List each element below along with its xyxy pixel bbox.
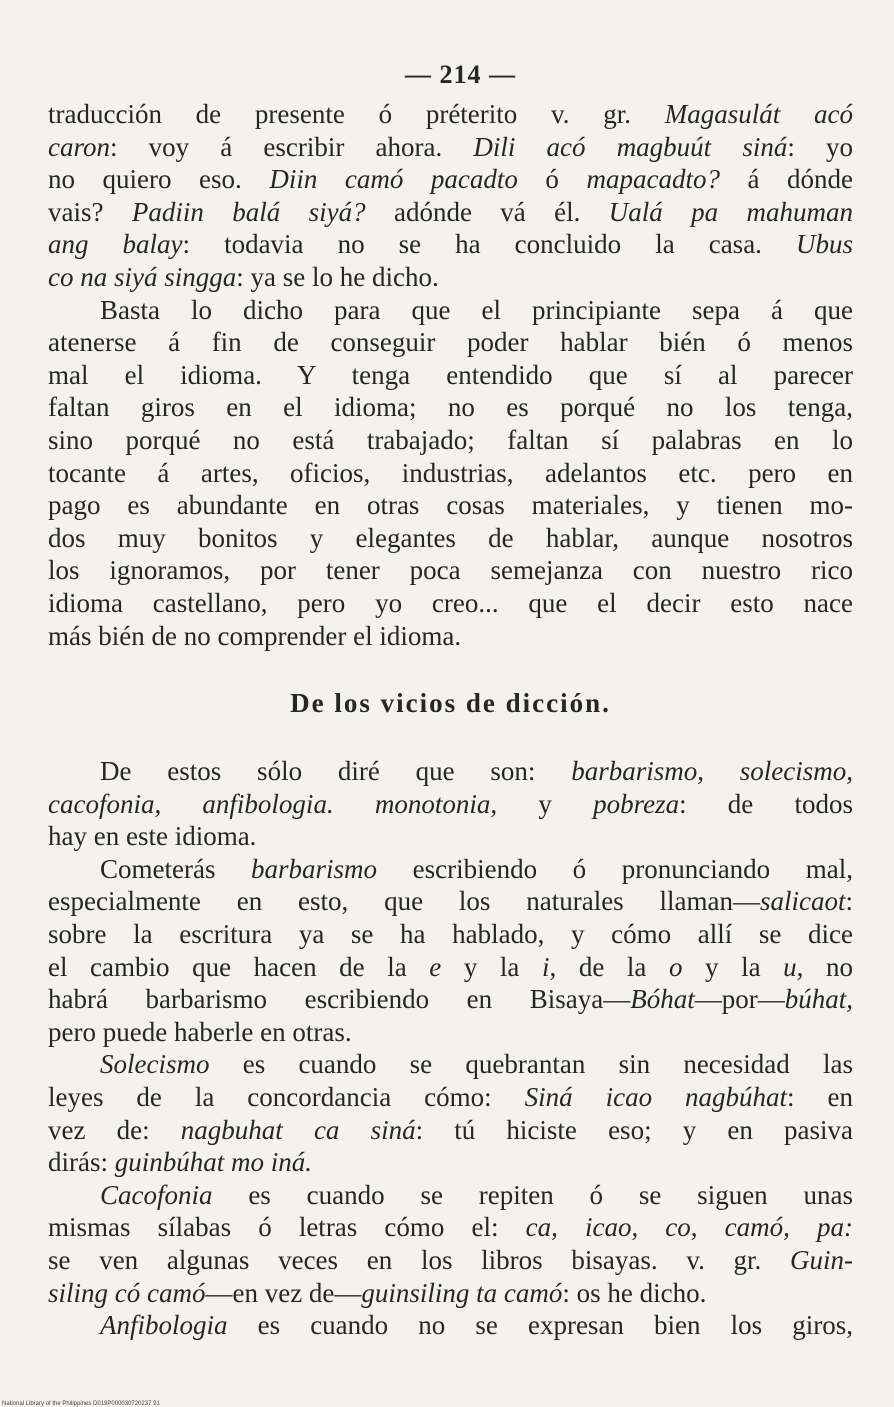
- text-run: traducción de presente ó préterito v. gr.: [48, 99, 665, 129]
- text-line: [48, 1277, 853, 1310]
- italic-term: siling có camó: [48, 1277, 206, 1308]
- text-run: y la: [441, 951, 542, 982]
- text-run: : en: [787, 1082, 853, 1113]
- text-line: [48, 391, 853, 424]
- text-run: —por—: [694, 984, 785, 1015]
- italic-term: cacofonia, anfibologia. monotonia,: [48, 788, 498, 819]
- italic-term: ca, icao, co, camó, pa:: [525, 1212, 853, 1243]
- italic-term: caron: [48, 131, 110, 162]
- text-run: es cuando se quebrantan sin necesidad las: [209, 1049, 853, 1080]
- paragraph-anfibologia: [48, 1309, 853, 1342]
- paragraph-vices-intro: [48, 755, 853, 853]
- text-run: adónde vá él.: [365, 196, 609, 227]
- book-page: [48, 60, 853, 1342]
- text-run: faltan giros en el idioma; no es porqué no los tenga,: [48, 392, 853, 423]
- text-line: [48, 228, 853, 261]
- italic-term: búhat,: [784, 984, 853, 1015]
- text-line: [48, 554, 853, 587]
- text-run: , no: [796, 951, 853, 982]
- paragraph-translation-examples: [48, 98, 853, 294]
- italic-term: Dili acó magbuút siná: [473, 131, 788, 162]
- text-line: [48, 853, 853, 886]
- text-line: [48, 457, 853, 490]
- text-run: á dónde: [719, 164, 853, 195]
- section-title: De los vicios de dicción.: [290, 688, 611, 719]
- italic-term: Magasulát acó: [664, 99, 853, 129]
- text-line: [48, 820, 853, 853]
- text-line: [48, 1309, 853, 1342]
- text-line: [48, 294, 853, 327]
- text-run: es cuando se repiten ó se siguen unas: [212, 1179, 853, 1210]
- text-line: [48, 196, 853, 229]
- text-run: vez de:: [48, 1114, 181, 1145]
- text-run: no quiero eso.: [48, 164, 270, 195]
- library-footer: National Library of the Philippines D019P000030720237 91: [2, 1401, 160, 1407]
- text-run: pago es abundante en otras cosas materiales, y tienen mo-: [48, 490, 853, 521]
- italic-term: Diin camó pacadto: [269, 164, 518, 195]
- text-line: [48, 261, 853, 294]
- text-line: [48, 755, 853, 788]
- text-line: [48, 163, 853, 196]
- text-run: —en vez de—: [205, 1277, 362, 1308]
- text-line: [48, 1114, 853, 1147]
- text-run: Basta lo dicho para que el principiante sepa á que: [100, 294, 853, 325]
- text-run: : ya se lo he dicho.: [236, 261, 439, 292]
- italic-term: barbarismo, solecismo,: [571, 756, 853, 787]
- text-run: pero puede haberle en otras.: [48, 1016, 352, 1047]
- text-line: [48, 620, 853, 653]
- text-run: sobre la escritura ya se ha hablado, y cómo allí se dice: [48, 919, 853, 950]
- text-run: leyes de la concordancia cómo:: [48, 1082, 525, 1113]
- text-run: habrá barbarismo escribiendo en Bisaya—: [48, 984, 631, 1015]
- text-line: [48, 788, 853, 821]
- text-run: tocante á artes, oficios, industrias, adelantos etc. pero en: [48, 457, 853, 488]
- text-line: [48, 1211, 853, 1244]
- text-run: idioma castellano, pero yo creo... que el decir esto nace: [48, 587, 853, 618]
- italic-term: Anfibologia: [100, 1310, 228, 1341]
- italic-term: salicaot: [759, 886, 846, 917]
- italic-term: Guin-: [790, 1245, 853, 1275]
- text-run: hay en este idioma.: [48, 821, 257, 852]
- italic-term: ang balay: [48, 229, 183, 260]
- paragraph-advice: [48, 294, 853, 653]
- italic-term: Padiin balá siyá?: [131, 196, 366, 227]
- text-line: [48, 359, 853, 392]
- text-line: [48, 1179, 853, 1212]
- text-line: [48, 983, 853, 1016]
- italic-term: Bóhat: [630, 984, 695, 1015]
- paragraph-solecismo: [48, 1048, 853, 1178]
- text-run: : todavia no se ha concluido la casa.: [182, 229, 796, 260]
- text-run: y la: [682, 951, 784, 982]
- text-run: : de todos: [679, 788, 853, 819]
- italic-term: Ualá pa mahuman: [608, 196, 854, 227]
- italic-term: Siná icao nagbúhat: [524, 1082, 788, 1113]
- text-run: : os he dicho.: [562, 1277, 707, 1308]
- text-run: dos muy bonitos y elegantes de hablar, aunque nosotros: [48, 522, 853, 553]
- text-line: [48, 424, 853, 457]
- text-line: [48, 951, 853, 984]
- text-line: [48, 918, 853, 951]
- text-run: escribiendo ó pronunciando mal,: [377, 853, 853, 884]
- text-run: Cometerás: [100, 853, 252, 884]
- italic-term: pobreza: [593, 788, 680, 819]
- text-run: vais?: [48, 196, 132, 227]
- text-run: más bién de no comprender el idioma.: [48, 620, 462, 651]
- text-line: [48, 1048, 853, 1081]
- text-run: mismas sílabas ó letras cómo el:: [48, 1212, 526, 1243]
- text-run: se ven algunas veces en los libros bisayas. v. gr.: [48, 1245, 790, 1275]
- italic-term: Solecismo: [100, 1049, 210, 1080]
- text-run: : yo: [787, 131, 854, 162]
- text-line: [48, 1081, 853, 1114]
- italic-term: guinsiling ta camó: [361, 1277, 563, 1308]
- text-run: los ignoramos, por tener poca semejanza con nuestro rico: [48, 555, 853, 586]
- text-run: dirás:: [48, 1147, 115, 1178]
- page-number: — 214 —: [405, 60, 516, 89]
- text-run: especialmente en esto, que los naturales llaman—: [48, 886, 760, 917]
- italic-term: co na siyá singga: [48, 261, 237, 292]
- paragraph-barbarismo: [48, 853, 853, 1049]
- text-line: [48, 885, 853, 918]
- text-line: [48, 587, 853, 620]
- text-run: , de la: [549, 951, 669, 982]
- text-run: el cambio que hacen de la: [48, 951, 430, 982]
- text-run: mal el idioma. Y tenga entendido que sí al parecer: [48, 359, 853, 390]
- text-run: atenerse á fin de conseguir poder hablar bién ó menos: [48, 327, 853, 358]
- text-run: : tú hiciste eso; y en pasiva: [415, 1114, 854, 1145]
- text-line: [48, 326, 853, 359]
- italic-term: barbarismo: [251, 853, 378, 884]
- text-run: De estos sólo diré que son:: [100, 756, 572, 787]
- italic-term: Cacofonia: [100, 1179, 213, 1210]
- italic-term: o: [668, 951, 683, 982]
- italic-term: i: [541, 951, 550, 982]
- text-run: y: [497, 788, 594, 819]
- text-line: [48, 98, 853, 131]
- italic-term: u: [783, 951, 797, 982]
- paragraph-cacofonia: [48, 1179, 853, 1309]
- italic-term: e: [429, 951, 442, 982]
- text-run: sino porqué no está trabajado; faltan sí palabras en lo: [48, 424, 853, 455]
- text-line: [48, 131, 853, 164]
- text-line: [48, 1146, 853, 1179]
- italic-term: guinbúhat mo iná.: [114, 1147, 313, 1178]
- text-line: [48, 1244, 853, 1277]
- text-line: [48, 1016, 853, 1049]
- text-run: es cuando no se expresan bien los giros,: [227, 1310, 853, 1341]
- text-line: [48, 522, 853, 555]
- text-run: : voy á escribir ahora.: [110, 131, 474, 162]
- italic-term: nagbuhat ca siná: [180, 1114, 416, 1145]
- text-line: [48, 489, 853, 522]
- text-run: ó: [517, 164, 587, 195]
- italic-term: mapacadto?: [586, 164, 720, 195]
- text-run: :: [845, 886, 853, 917]
- italic-term: Ubus: [795, 229, 853, 260]
